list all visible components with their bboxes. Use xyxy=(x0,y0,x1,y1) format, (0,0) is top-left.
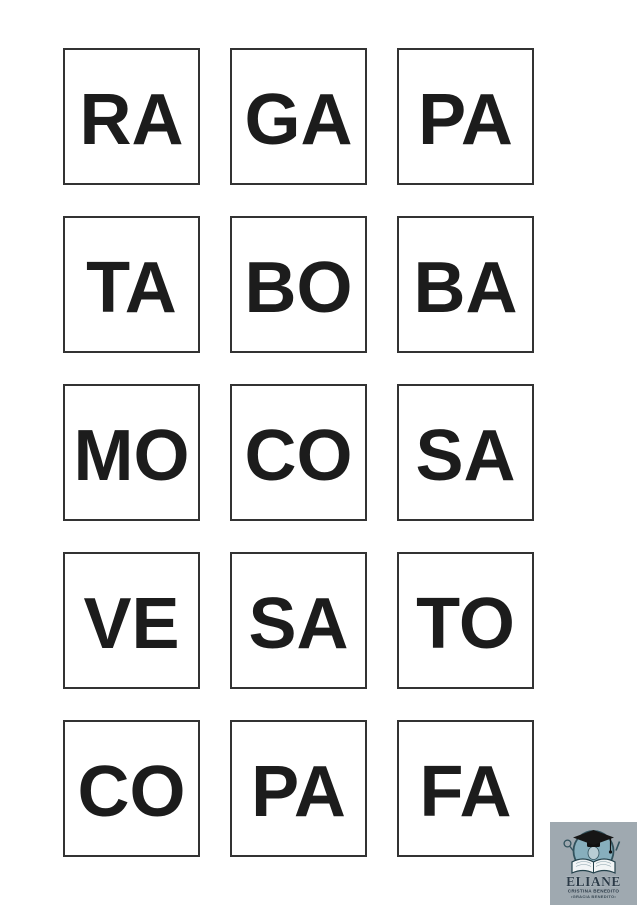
syllable-card xyxy=(230,216,367,353)
logo-title: ELIANE xyxy=(566,874,621,889)
syllable-text: BO xyxy=(244,247,353,328)
watermark-logo-graphic xyxy=(550,822,637,905)
syllable-text: GA xyxy=(244,79,353,160)
syllable-text: BA xyxy=(413,247,518,328)
syllable-text: FA xyxy=(419,751,512,832)
syllable-card xyxy=(397,216,534,353)
syllable-card xyxy=(397,48,534,185)
syllable-text: TA xyxy=(86,247,177,328)
syllable-text: CO xyxy=(77,751,186,832)
syllable-card xyxy=(397,552,534,689)
syllable-text: PA xyxy=(418,79,513,160)
logo-subtitle-line1: CRISTINA BENEDITO xyxy=(567,888,620,894)
syllable-card xyxy=(230,384,367,521)
syllable-card xyxy=(397,720,534,857)
watermark-logo xyxy=(550,822,637,905)
syllable-card xyxy=(63,384,200,521)
syllable-card-grid xyxy=(63,48,534,857)
syllable-text: MO xyxy=(73,415,190,496)
syllable-text: CO xyxy=(244,415,353,496)
logo-face xyxy=(588,847,599,860)
syllable-card xyxy=(63,216,200,353)
syllable-text: SA xyxy=(415,415,516,496)
syllable-text: RA xyxy=(79,79,184,160)
syllable-text: PA xyxy=(251,751,346,832)
syllable-card xyxy=(230,720,367,857)
logo-subtitle-line2: •GRACIA BENEDITO• xyxy=(570,894,617,899)
syllable-card xyxy=(230,48,367,185)
syllable-card xyxy=(63,552,200,689)
syllable-card xyxy=(397,384,534,521)
syllable-text: VE xyxy=(83,583,180,664)
syllable-card xyxy=(230,552,367,689)
syllable-text: SA xyxy=(248,583,349,664)
syllable-text: TO xyxy=(416,583,515,664)
syllable-card xyxy=(63,720,200,857)
syllable-card xyxy=(63,48,200,185)
